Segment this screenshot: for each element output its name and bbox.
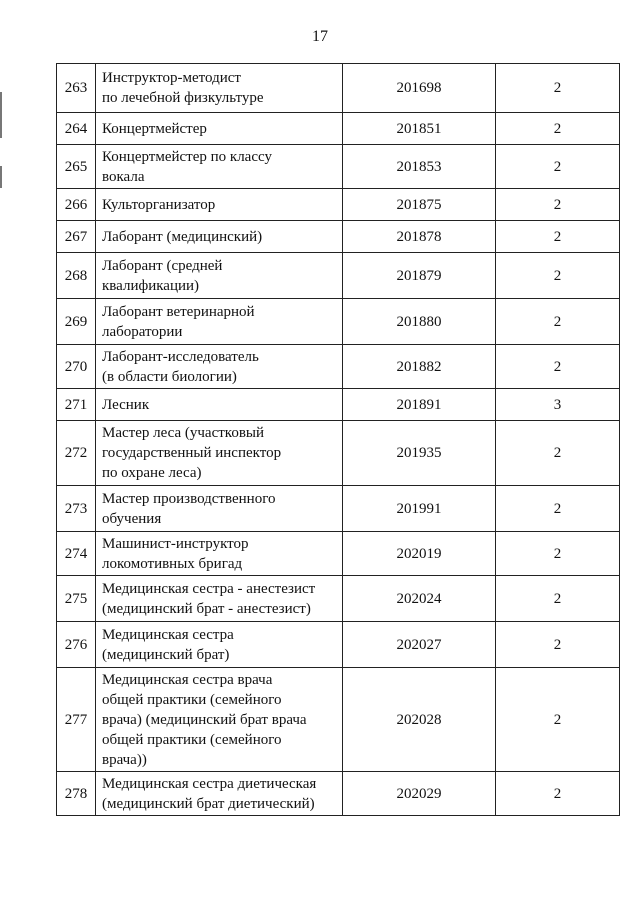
qualification-level: 2 xyxy=(496,668,620,772)
position-title: Мастер производственного обучения xyxy=(96,486,343,532)
position-title: Лаборант (медицинский) xyxy=(96,221,343,253)
qualification-level: 2 xyxy=(496,64,620,113)
table-row xyxy=(57,622,620,668)
position-title: Медицинская сестра диетическая (медицинский брат диетический) xyxy=(96,772,343,816)
qualification-level: 2 xyxy=(496,221,620,253)
position-code: 202028 xyxy=(343,668,496,772)
position-code: 201875 xyxy=(343,189,496,221)
table-row xyxy=(57,345,620,389)
table-row xyxy=(57,772,620,816)
row-number: 271 xyxy=(57,389,96,421)
table-row xyxy=(57,64,620,113)
table-row xyxy=(57,253,620,299)
table-row xyxy=(57,145,620,189)
table-row xyxy=(57,486,620,532)
position-code: 201991 xyxy=(343,486,496,532)
position-title: Медицинская сестра врача общей практики (семейного врача) (медицинский брат врача общей практики (семейного врача)) xyxy=(96,668,343,772)
row-number: 268 xyxy=(57,253,96,299)
position-code: 201935 xyxy=(343,421,496,486)
position-code: 201853 xyxy=(343,145,496,189)
position-title: Концертмейстер xyxy=(96,113,343,145)
row-number: 269 xyxy=(57,299,96,345)
position-title: Лаборант ветеринарной лаборатории xyxy=(96,299,343,345)
qualification-level: 2 xyxy=(496,576,620,622)
qualification-level: 2 xyxy=(496,345,620,389)
qualification-level: 2 xyxy=(496,532,620,576)
qualification-level: 2 xyxy=(496,299,620,345)
table-row xyxy=(57,221,620,253)
position-code: 201879 xyxy=(343,253,496,299)
position-code: 201698 xyxy=(343,64,496,113)
scan-edge-mark xyxy=(0,166,2,188)
position-title: Машинист-инструктор локомотивных бригад xyxy=(96,532,343,576)
row-number: 273 xyxy=(57,486,96,532)
page-number: 17 xyxy=(312,28,328,45)
position-code: 201851 xyxy=(343,113,496,145)
professions-table xyxy=(56,63,620,816)
position-title: Культорганизатор xyxy=(96,189,343,221)
position-title: Инструктор-методист по лечебной физкультуре xyxy=(96,64,343,113)
row-number: 270 xyxy=(57,345,96,389)
table-row xyxy=(57,668,620,772)
position-code: 202027 xyxy=(343,622,496,668)
qualification-level: 2 xyxy=(496,113,620,145)
row-number: 263 xyxy=(57,64,96,113)
position-code: 201882 xyxy=(343,345,496,389)
qualification-level: 3 xyxy=(496,389,620,421)
position-title: Медицинская сестра (медицинский брат) xyxy=(96,622,343,668)
table-row xyxy=(57,299,620,345)
position-title: Лесник xyxy=(96,389,343,421)
position-code: 201880 xyxy=(343,299,496,345)
qualification-level: 2 xyxy=(496,421,620,486)
table-row xyxy=(57,189,620,221)
position-code: 202024 xyxy=(343,576,496,622)
position-title: Концертмейстер по классу вокала xyxy=(96,145,343,189)
scan-edge-mark xyxy=(0,92,2,138)
position-code: 201891 xyxy=(343,389,496,421)
table-row xyxy=(57,576,620,622)
position-title: Лаборант (средней квалификации) xyxy=(96,253,343,299)
row-number: 278 xyxy=(57,772,96,816)
row-number: 264 xyxy=(57,113,96,145)
qualification-level: 2 xyxy=(496,486,620,532)
position-title: Лаборант-исследователь (в области биологии) xyxy=(96,345,343,389)
qualification-level: 2 xyxy=(496,145,620,189)
table-row xyxy=(57,113,620,145)
row-number: 277 xyxy=(57,668,96,772)
row-number: 265 xyxy=(57,145,96,189)
row-number: 267 xyxy=(57,221,96,253)
position-code: 202029 xyxy=(343,772,496,816)
qualification-level: 2 xyxy=(496,622,620,668)
position-title: Медицинская сестра - анестезист (медицинский брат - анестезист) xyxy=(96,576,343,622)
position-code: 202019 xyxy=(343,532,496,576)
qualification-level: 2 xyxy=(496,253,620,299)
row-number: 272 xyxy=(57,421,96,486)
row-number: 276 xyxy=(57,622,96,668)
qualification-level: 2 xyxy=(496,772,620,816)
qualification-level: 2 xyxy=(496,189,620,221)
row-number: 266 xyxy=(57,189,96,221)
row-number: 274 xyxy=(57,532,96,576)
position-code: 201878 xyxy=(343,221,496,253)
row-number: 275 xyxy=(57,576,96,622)
position-title: Мастер леса (участковый государственный инспектор по охране леса) xyxy=(96,421,343,486)
table-row xyxy=(57,421,620,486)
table-row xyxy=(57,389,620,421)
table-row xyxy=(57,532,620,576)
